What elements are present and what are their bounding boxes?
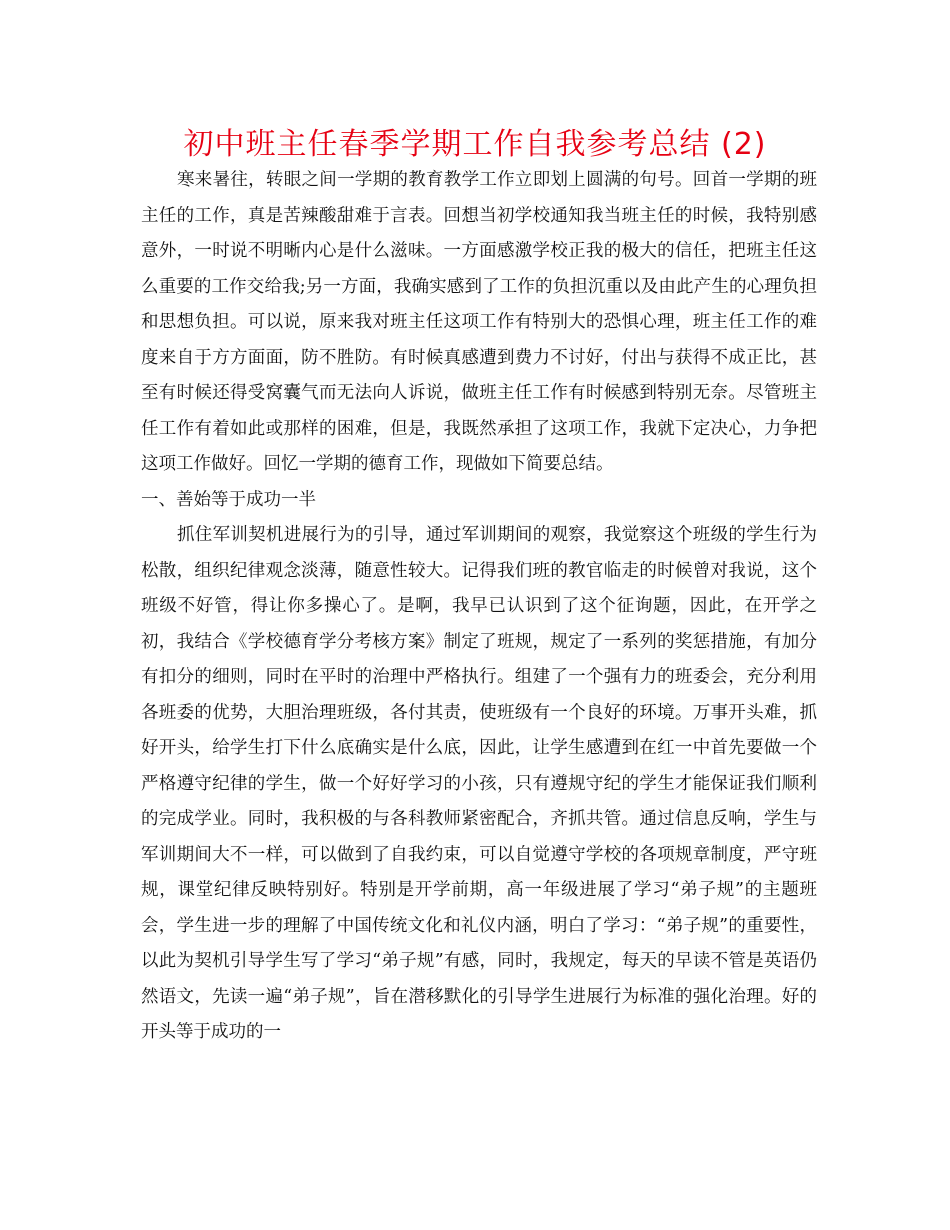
document-title: 初中班主任春季学期工作自我参考总结 (2) [183, 127, 767, 162]
document-body [141, 163, 817, 1051]
paragraph-intro: 寒来暑往，转眼之间一学期的教育教学工作立即划上圆满的句号。回首一学期的班主任的工作，真是苦辣酸甜难于言表。回想当初学校通知我当班主任的时候，我特别感意外，一时说不明晰内心是什么滋味。一方面感激学校正我的极大的信任，把班主任这么重要的工作交给我;另一方面，我确实感到了工作的负担沉重以及由此产生的心理负担和思想负担。可以说，原来我对班主任这项工作有特别大的恐惧心理，班主任工作的难度来自于方方面面，防不胜防。有时候真感遭到费力不讨好，付出与获得不成正比，甚至有时候还得受窝囊气而无法向人诉说，做班主任工作有时候感到特别无奈。尽管班主任工作有着如此或那样的困难，但是，我既然承担了这项工作，我就下定决心，力争把这项工作做好。回忆一学期的德育工作，现做如下简要总结。 [141, 170, 817, 474]
paragraph-section-1: 抓住军训契机进展行为的引导，通过军训期间的观察，我觉察这个班级的学生行为松散，组织纪律观念淡薄，随意性较大。记得我们班的教官临走的时候曾对我说，这个班级不好管，得让你多操心了。是啊，我早已认识到了这个征询题，因此，在开学之初，我结合《学校德育学分考核方案》制定了班规，规定了一系列的奖惩措施，有加分有扣分的细则，同时在平时的治理中严格执行。组建了一个强有力的班委会，充分利用各班委的优势，大胆治理班级，各付其责，使班级有一个良好的环境。万事开头难，抓好开头，给学生打下什么底确实是什么底，因此，让学生感遭到在红一中首先要做一个严格遵守纪律的学生，做一个好好学习的小孩，只有遵规守纪的学生才能保证我们顺利的完成学业。同时，我积极的与各科教师紧密配合，齐抓共管。通过信息反响，学生与军训期间大不一样，可以做到了自我约束，可以自觉遵守学校的各项规章制度，严守班规，课堂纪律反映特别好。特别是开学前期，高一年级进展了学习“弟子规”的主题班会，学生进一步的理解了中国传统文化和礼仪内涵，明白了学习：“弟子规”的重要性，以此为契机引导学生写了学习“弟子规”有感，同时，我规定，每天的早读不管是英语仍然语文，先读一遍“弟子规”，旨在潜移默化的引导学生进展行为标准的强化治理。好的开头等于成功的一 [141, 525, 817, 1042]
section-heading: 一、善始等于成功一半 [141, 489, 316, 510]
